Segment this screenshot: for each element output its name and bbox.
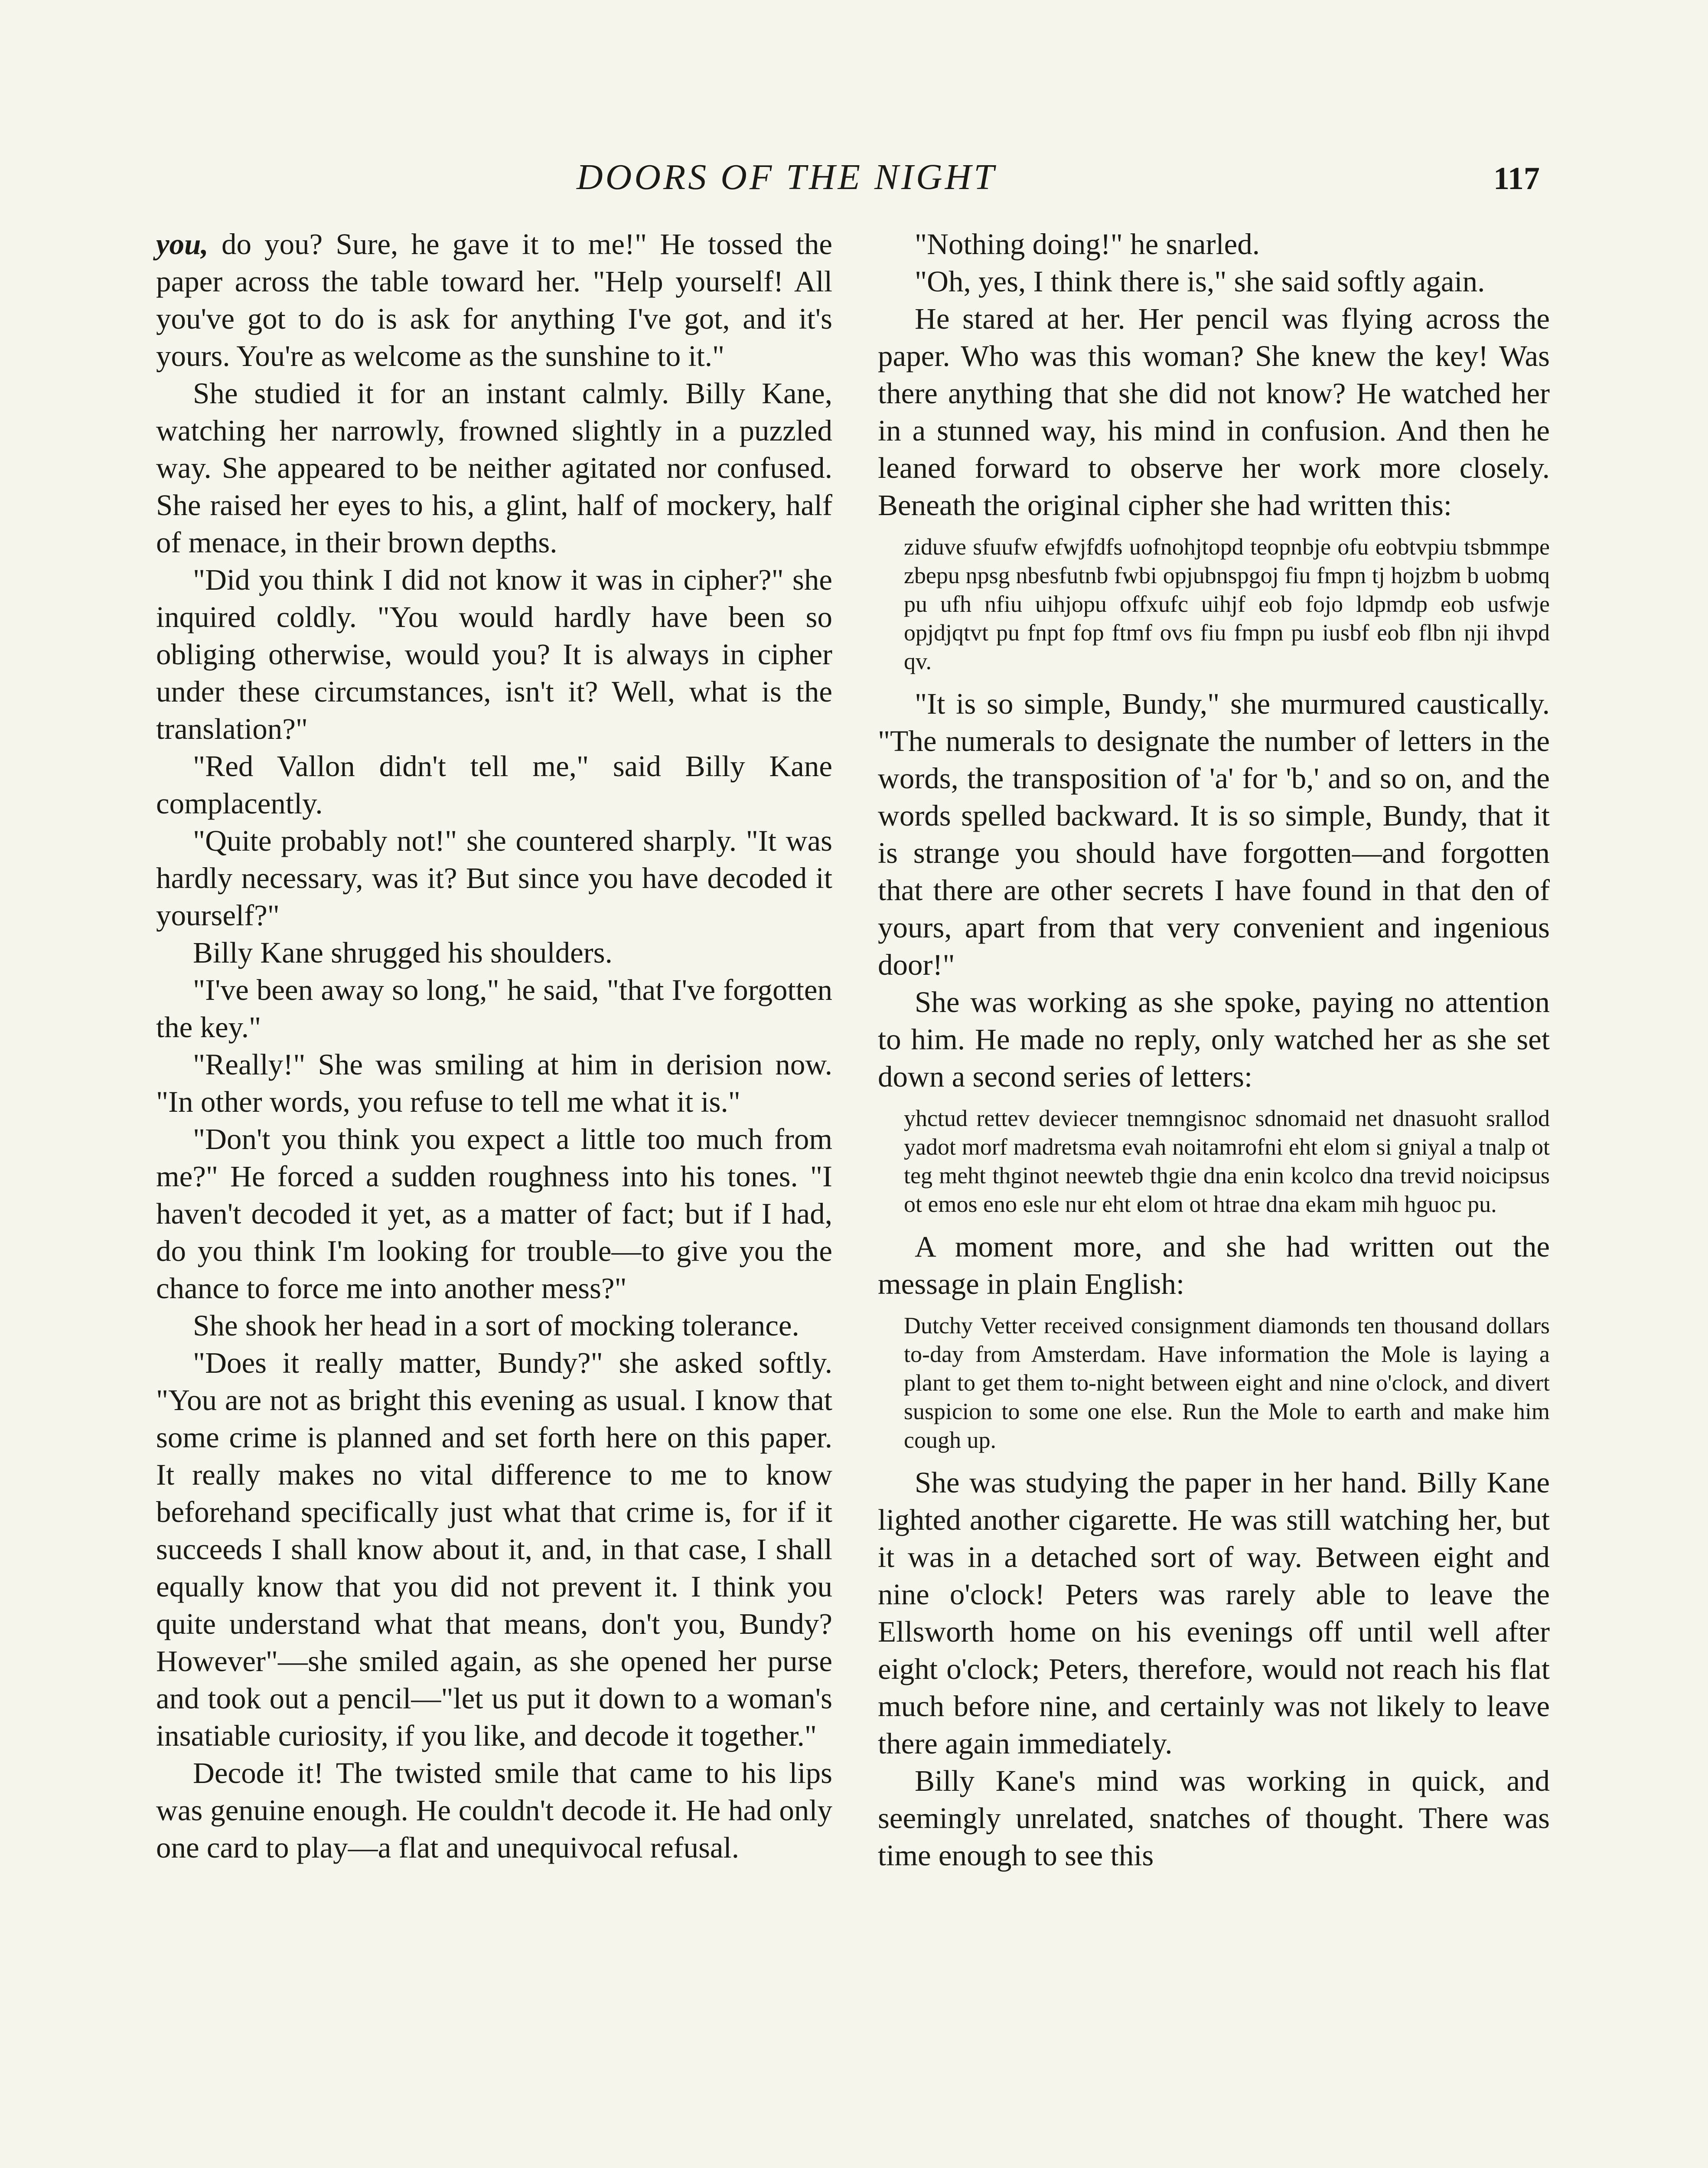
paragraph: Decode it! The twisted smile that came to his lips was genuine enough. He couldn't decode it. He had only one card to play—a flat and unequivocal refusal. [156, 1757, 832, 1864]
plain-message-block: Dutchy Vetter received consignment diamonds ten thousand dollars to-day from Amsterdam. Have information the Mole is laying a plant to get them to-night between eight and nine o'clock, and divert suspicion to some one else. Run the Mole to earth and make him cough up. [904, 1313, 1550, 1453]
page-number: 117 [1493, 161, 1540, 196]
running-header [0, 156, 1708, 208]
paragraph: "Does it really matter, Bundy?" she asked softly. "You are not as bright this evening as usual. I know that some crime is planned and set forth here on this paper. It really makes no vital difference to me to know beforehand specifically just what that crime is, for if it succeeds I shall know about it, and, in that case, I shall equally know that you did not prevent it. I think you quite understand what that means, don't you, Bundy? However"—she smiled again, as she opened her purse and took out a pencil—"let us put it down to a woman's insatiable curiosity, if you like, and decode it together." [156, 1346, 832, 1752]
paragraph: He stared at her. Her pencil was flying across the paper. Who was this woman? She knew the key! Was there anything that she did not know? He watched her in a stunned way, his mind in confusion. And then he leaned forward to observe her work more closely. Beneath the original cipher she had written this: [878, 302, 1550, 522]
paragraph: A moment more, and she had written out the message in plain English: [878, 1230, 1550, 1300]
paragraph: "I've been away so long," he said, "that I've forgotten the key." [156, 973, 832, 1044]
paragraph: "Did you think I did not know it was in cipher?" she inquired coldly. "You would hardly have been so obliging otherwise, would you? It is always in cipher under these circumstances, isn't it? Well, what is the translation?" [156, 563, 832, 745]
paragraph: Billy Kane's mind was working in quick, and seemingly unrelated, snatches of thought. There was time enough to see this [878, 1764, 1550, 1872]
paragraph: She shook her head in a sort of mocking tolerance. [193, 1309, 799, 1342]
paragraph: "Oh, yes, I think there is," she said softly again. [915, 265, 1485, 298]
paragraph: She studied it for an instant calmly. Billy Kane, watching her narrowly, frowned slightly in a puzzled way. She appeared to be neither agitated nor confused. She raised her eyes to his, a glint, half of mockery, half of menace, in their brown depths. [156, 377, 832, 559]
paragraph: Billy Kane shrugged his shoulders. [193, 936, 613, 969]
paragraph: She was working as she spoke, paying no attention to him. He made no reply, only watched her as she set down a second series of letters: [878, 986, 1550, 1093]
paragraph [156, 225, 832, 375]
paragraph: "Don't you think you expect a little too much from me?" He forced a sudden roughness into his tones. "I haven't decoded it yet, as a matter of fact; but if I had, do you think I'm looking for trouble—to give you the chance to force me into another mess?" [156, 1123, 832, 1305]
left-column [156, 225, 832, 1866]
paragraph: "Nothing doing!" he snarled. [915, 228, 1260, 261]
cipher-block-first: ziduve sfuufw efwjfdfs uofnohjtopd teopnbje ofu eobtvpiu tsbmmpe zbepu npsg nbesfutnb fwbi opjubnspgoj fiu fmpn tj hojzbm b uobmq pu ufh nfiu uihjopu offxufc uihjf eob fojo ldpmdp eob usfwje opjdjqtvt pu fnpt fop ftmf ovs fiu fmpn pu iusbf eob flbn nji ihvpd qv. [904, 534, 1550, 674]
paragraph-text: do you? Sure, he gave it to me!" He tossed the paper across the table toward her. "Help yourself! All you've got to do is ask for anything I've got, and it's yours. You're as welcome as the sunshine to it." [156, 228, 832, 372]
paragraph: "It is so simple, Bundy," she murmured caustically. "The numerals to designate the number of letters in the words, the transposition of 'a' for 'b,' and so on, and the words spelled backward. It is so simple, Bundy, that it is strange you should have forgotten—and forgotten that there are other secrets I have found in that den of yours, apart from that very convenient and ingenious door!" [878, 687, 1550, 981]
paragraph-lead: you, [156, 228, 209, 261]
cipher-block-second: yhctud rettev deviecer tnemngisnoc sdnomaid net dnasuoht srallod yadot morf madretsma evah noitamrofni eht elom si gniyal a tnalp ot teg meht thginot neewteb thgie dna enin kcolco dna trevid noicipsus ot emos eno esle nur eht elom ot htrae dna ekam mih hguoc pu. [904, 1105, 1550, 1217]
paragraph: She was studying the paper in her hand. Billy Kane lighted another cigarette. He was still watching her, but it was in a detached sort of way. Between eight and nine o'clock! Peters was rarely able to leave the Ellsworth home on his evenings off until well after eight o'clock; Peters, therefore, would not reach his flat much before nine, and certainly was not likely to leave there again immediately. [878, 1466, 1550, 1760]
paragraph: "Quite probably not!" she countered sharply. "It was hardly necessary, was it? But since you have decoded it yourself?" [156, 824, 832, 932]
right-column [878, 225, 1550, 1874]
paragraph: "Really!" She was smiling at him in derision now. "In other words, you refuse to tell me what it is." [156, 1048, 832, 1118]
paragraph: "Red Vallon didn't tell me," said Billy Kane complacently. [156, 750, 832, 820]
running-title: DOORS OF THE NIGHT [577, 157, 997, 197]
